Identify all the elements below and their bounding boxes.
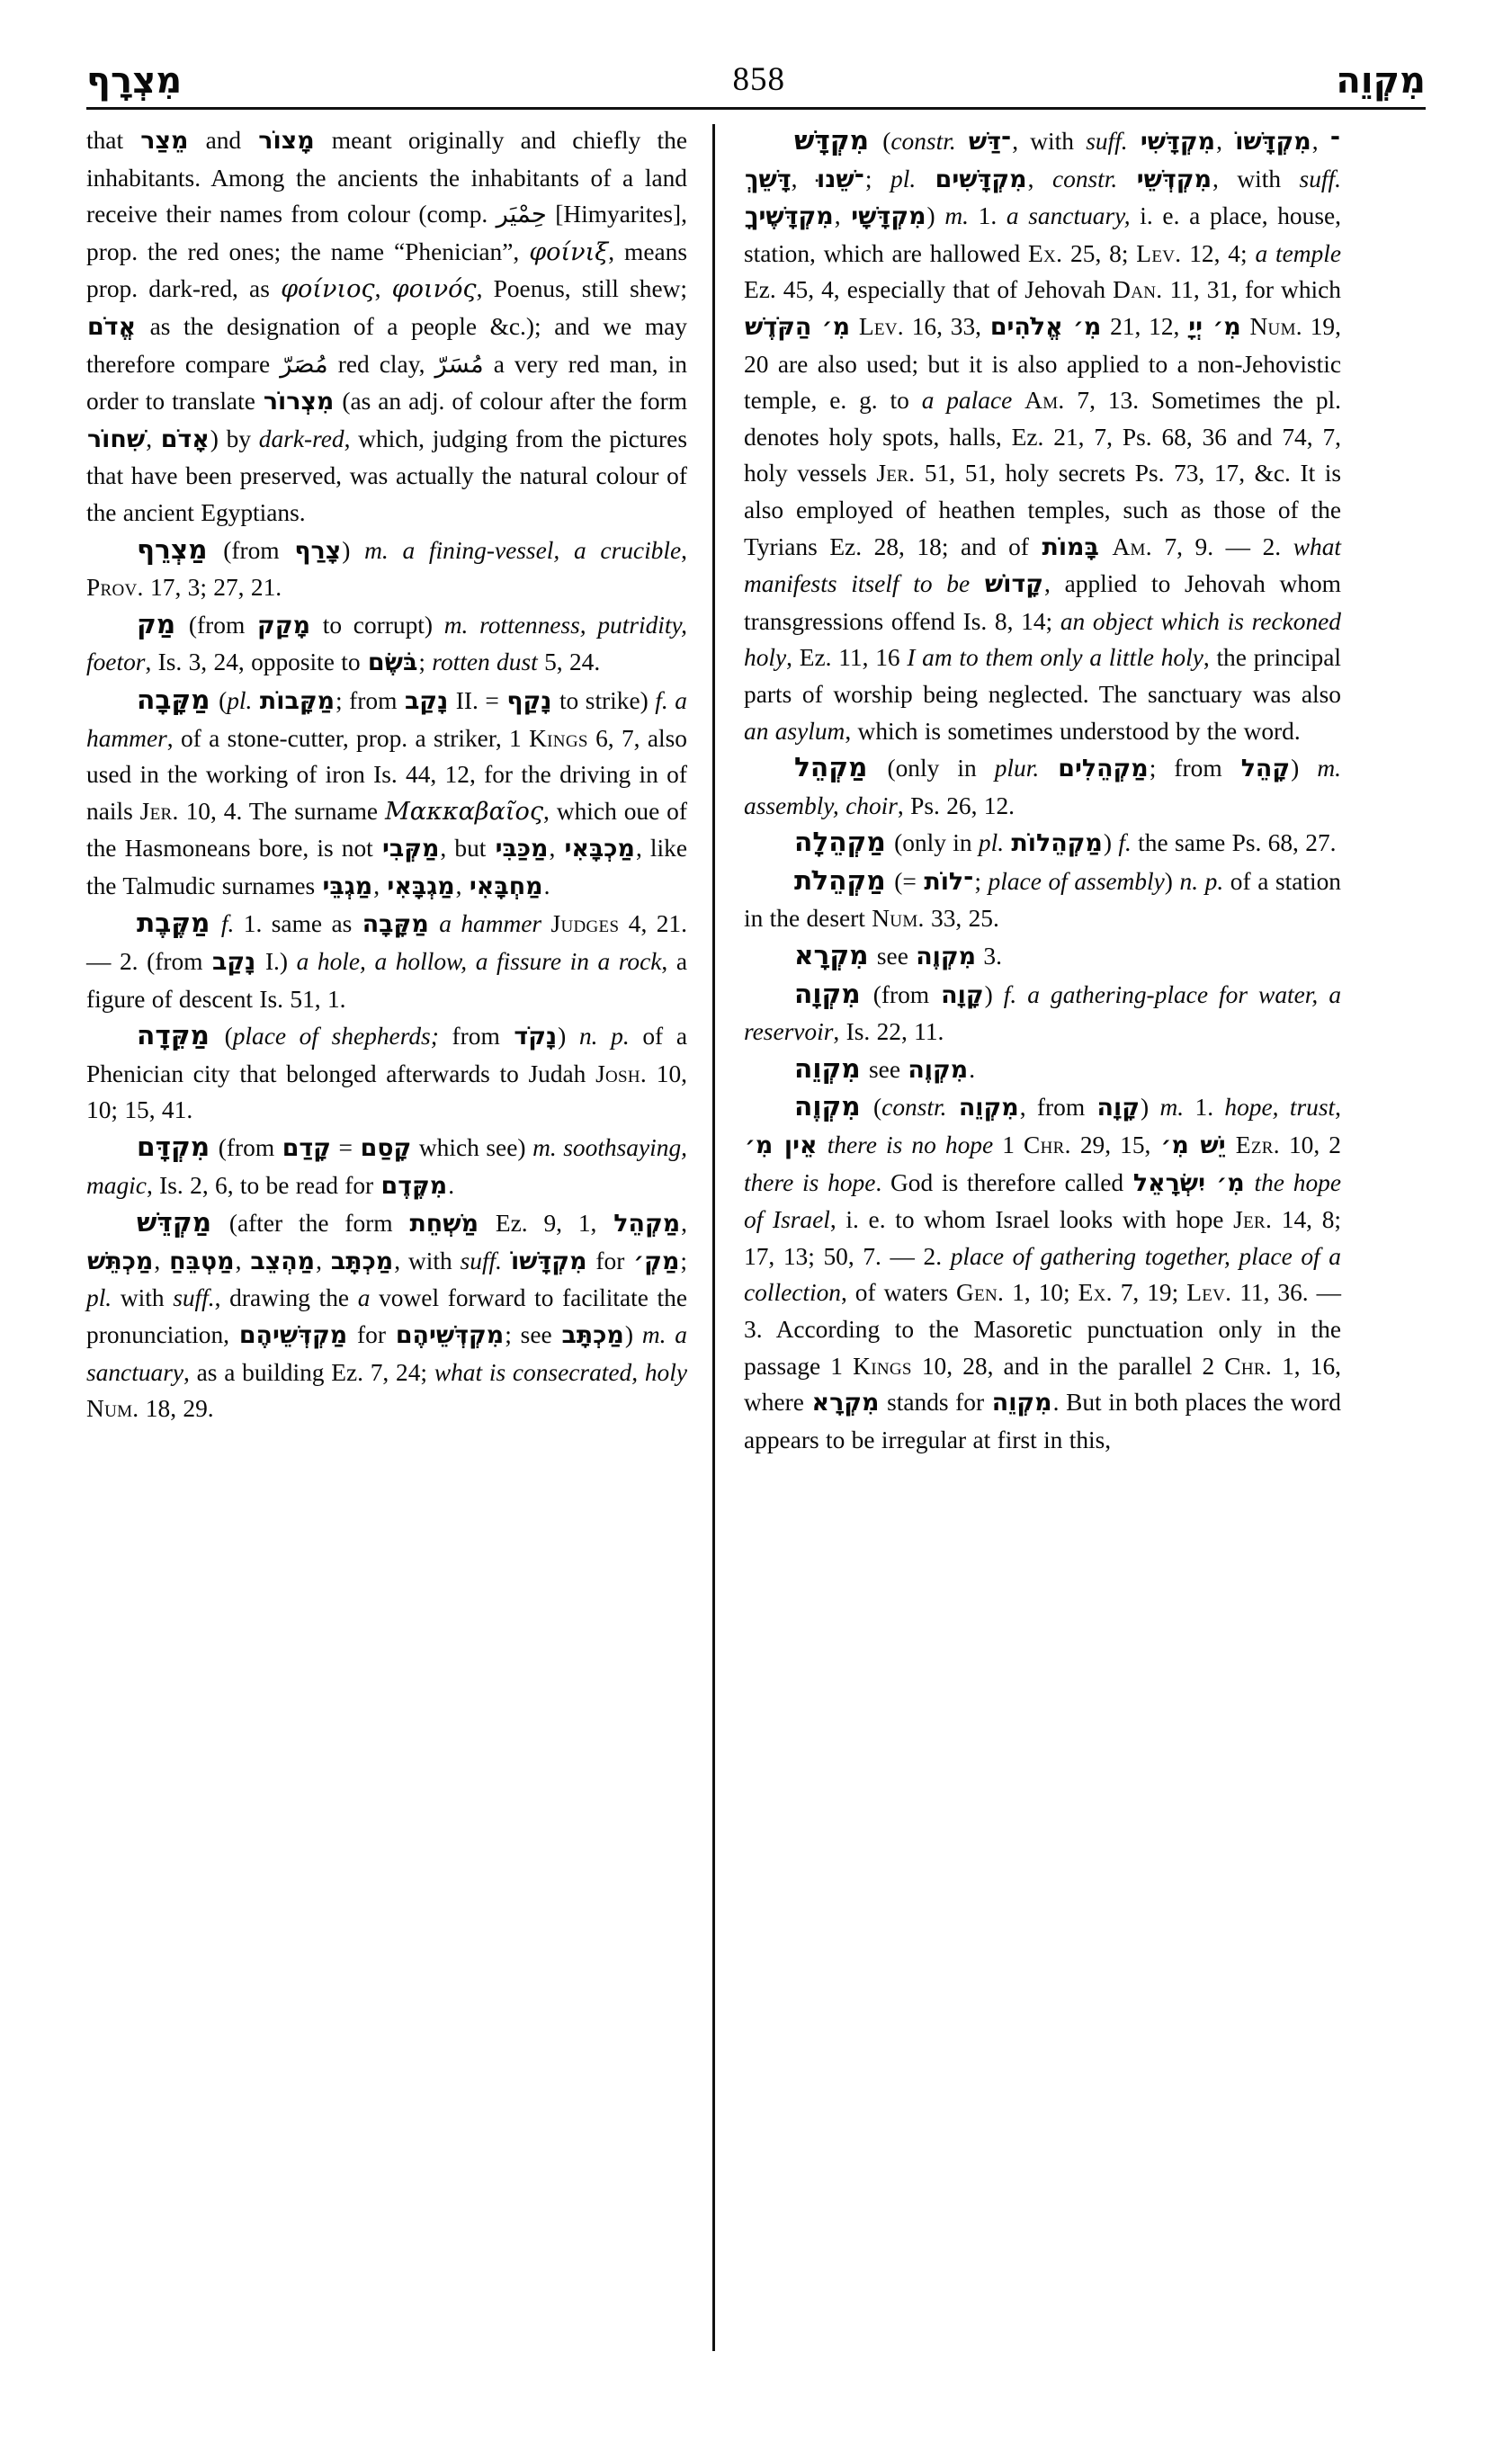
hebrew-word: מִקְוֶה: [908, 1055, 969, 1084]
gloss-italic: place of assembly: [988, 867, 1165, 895]
entry-maqqebeth: מַקֶּבֶת f. 1. same as מַקָּבָה a hammer Judges 4, 21. — 2. (from נָקַב I.) a hole, a hollow, a fissure in a rock, a figure of descent Is. 51, 1.: [86, 908, 688, 1013]
hebrew-word: מַכְתָּב: [330, 1247, 394, 1275]
scripture-reference: Jer.: [139, 797, 179, 825]
header-rule: [86, 107, 1426, 110]
column-left: [86, 122, 707, 2353]
hebrew-word: מִקְוֶה: [916, 943, 977, 971]
hebrew-word: קָהֵל: [1240, 755, 1291, 783]
arabic-word: مُصَرّ: [280, 350, 328, 379]
entry-miqdash: מַקְדֵּשׁ (after the form מַשְׁחֵת Ez. 9, 1, מַקְהֵל, מַכְתֵּשׁ, מַטְבֵּחַ, מַהְצֵב, מַכְתָּב, with suff. מִקְדָּשׁוֹ for מַקְ׳; pl. with suff., drawing the a vowel forward to facilitate the pronunciation, מַקְדְּשֵׁיהֶם for מִקְדְּשֵׁיהֶם; see מַכְתָּב) m. a sanctuary, as a building Ez. 7, 24; what is consecrated, holy Num. 18, 29.: [86, 1207, 688, 1423]
hebrew-word: ־שֵׁנוּ: [817, 165, 864, 193]
hebrew-word: מַקָּבָה: [362, 910, 429, 939]
hebrew-word: מַקְהֵלִים: [1058, 755, 1149, 783]
scripture-reference: Kings: [529, 724, 588, 752]
hebrew-word: מִ׳ יִשְׂרָאֵל: [1132, 1168, 1245, 1197]
gloss-italic: there is no hope: [827, 1131, 994, 1159]
entry-miqdash-main: מִקְדָּשׁ (constr. ־דַּשׁ, with suff. מִקְדָּשִׁי, מִקְדָּשׁוֹ, ־דָּשֵׁךְ, ־שֵׁנוּ; pl. מִקְדָּשִׁים, constr. מִקְדְּשֵׁי, with suff. מִקְדָּשֶׁיךָ, מִקְדָּשָׁי) m. 1. a sanctuary, i. e. a place, house, station, which are hallowed Ex. 25, 8; Lev. 12, 4; a temple Ez. 45, 4, especially that of Jehovah Dan. 11, 31, for which מִ׳ הַקֹּדֶשׁ Lev. 16, 33, מִ׳ אֱלֹהִים 21, 12, מִ׳ יְיָ Num. 19, 20 are also used; but it is also applied to a non-Jehovistic temple, e. g. to a palace Am. 7, 13. Sometimes the pl. denotes holy spots, halls, Ez. 21, 7, Ps. 68, 36 and 74, 7, holy vessels Jer. 51, 51, holy secrets Ps. 73, 17, &c. It is also employed of heathen temples, such as those of the Tyrians Ez. 28, 18; and of בָּמוֹת Am. 7, 9. — 2. what manifests itself to be קָדוֹשׁ, applied to Jehovah whom transgressions offend Is. 8, 14; an object which is reckoned holy, Ez. 11, 16 I am to them only a little holy, the principal parts of worship being neglected. The sanctuary was also an asylum, which is sometimes understood by the word.: [744, 125, 1342, 745]
hebrew-word: מַכַּבִּי: [495, 835, 549, 863]
headword-hebrew: מִקְרָא: [794, 940, 869, 971]
gloss-italic: m. assembly, choir: [744, 755, 1341, 819]
gloss-italic: m.: [1159, 1094, 1185, 1122]
gloss-italic: suff.: [173, 1284, 215, 1312]
hebrew-word: מַכְתֵּשׁ: [87, 1247, 154, 1275]
gloss-italic: a hole, a hollow, a fissure in a rock: [296, 948, 662, 976]
headword-hebrew: מַקֵּדָה: [137, 1020, 210, 1051]
headword-hebrew: מַק: [137, 608, 176, 639]
headword-hebrew: מִקְוֶה: [794, 1091, 861, 1122]
running-head: [86, 40, 1426, 102]
hebrew-word: מַקְ׳: [633, 1247, 680, 1275]
entry-maqheloth: מַקְהֵלֹת (= ־לוֹת; place of assembly) n. p. of a station in the desert Num. 33, 25.: [744, 864, 1341, 933]
hebrew-word: אֱדֹם: [87, 312, 137, 341]
hebrew-word: מִקְרָא: [811, 1389, 880, 1417]
hebrew-word: מִקְוֵה: [958, 1094, 1019, 1122]
gloss-italic: a sanctuary,: [1006, 202, 1131, 230]
scripture-reference: Josh.: [595, 1060, 648, 1087]
greek-word: φοίνιξ: [529, 237, 609, 266]
scripture-reference: Kings: [853, 1352, 912, 1380]
running-head-left: [86, 60, 183, 102]
hebrew-word: מִקְדָּשָׁי: [851, 202, 926, 231]
gloss-italic: a temple: [1255, 239, 1341, 267]
hebrew-word: מַהְצֵב: [250, 1247, 316, 1275]
hebrew-word: מִקְדָּשׁוֹ: [1235, 128, 1311, 156]
catchword-left: מִצְרָף: [86, 60, 183, 102]
headword-hebrew: מִקְוֵה: [794, 1052, 861, 1084]
entry-matsref: מַצְרֵף (from צָרַף) m. a fining-vessel, a crucible, Prov. 17, 3; 27, 21.: [86, 533, 688, 602]
gloss-italic: suff.: [1299, 165, 1341, 192]
hebrew-word: מִקְוֵה: [991, 1389, 1052, 1417]
hebrew-word: נָקֹד: [514, 1023, 558, 1051]
hebrew-word: קָדוֹשׁ: [984, 570, 1043, 599]
gloss-italic: there is hope: [744, 1168, 876, 1196]
gloss-italic: m. rottenness, putridity, foetor: [86, 611, 688, 676]
gloss-italic: pl.: [890, 165, 917, 192]
entry-maqqabah: מַקָּבָה (pl. מַקָּבוֹת; from נָקַב II. = נָקַף to strike) f. a hammer, of a stone-cutter, prop. a striker, 1 Kings 6, 7, also used in the working of iron Is. 44, 12, for the driving in of nails Jer. 10, 4. The surname Μακκαβαῖος, which oue of the Hasmoneans bore, is not מַקְּבִי, but מַכַּבִּי, מַכְבָּאִי, like the Talmudic surnames מַגְבֵּי, מַגְבָּאִי, מַחְבָּאִי.: [86, 684, 688, 900]
entry-miqra-xref: מִקְרָא see מִקְוֶה 3.: [794, 940, 1002, 971]
hebrew-word: מַגְבָּאִי: [387, 872, 455, 900]
hebrew-word: מִקְדָּשִׁי: [1140, 128, 1216, 156]
scripture-reference: Num.: [872, 905, 925, 933]
hebrew-word: ־לוֹת: [924, 867, 974, 896]
hebrew-word: שִׁחוֹר: [87, 425, 146, 453]
hebrew-word: יֵשׁ מִ׳: [1160, 1131, 1226, 1160]
hebrew-word: קָוָה: [941, 980, 984, 1009]
gloss-italic: m.: [944, 202, 969, 230]
scripture-reference: Chr.: [1224, 1352, 1272, 1380]
gloss-italic: an asylum: [744, 717, 845, 745]
hebrew-word: מִקְדָּשִׁים: [935, 165, 1027, 193]
scripture-reference: Lev.: [858, 312, 904, 340]
headword-hebrew: מִקְדָּם: [137, 1131, 210, 1163]
gloss-italic: constr.: [1051, 165, 1118, 192]
scripture-reference: Am.: [1112, 532, 1152, 560]
gloss-italic: place of gathering together, place of a collection: [744, 1242, 1341, 1307]
gloss-italic: pl.: [227, 686, 253, 714]
entry-maqqedah: מַקֵּדָה (place of shepherds; from נָקֹד) n. p. of a Phenician city that belonged afterwards to Judah Josh. 10, 10; 15, 41.: [86, 1020, 688, 1124]
scripture-reference: Lev.: [1186, 1279, 1232, 1307]
headword-hebrew: מַקְהֵל: [794, 752, 868, 783]
hebrew-word: נָקַף: [506, 686, 552, 715]
entry-miqvah: מִקְוָה (from קָוָה) f. a gathering-place for water, a reservoir, Is. 22, 11.: [744, 978, 1342, 1046]
hebrew-word: מַחְבָּאִי: [469, 872, 543, 900]
hebrew-word: מַשְׁחֵת: [409, 1210, 479, 1238]
gloss-italic: the hope of Israel: [744, 1168, 1341, 1234]
hebrew-word: מָצוֹר: [258, 127, 315, 155]
headword-hebrew: מַקָּבָה: [137, 684, 210, 715]
gloss-italic: what manifests itself to be: [744, 532, 1342, 598]
entry-maqhelah: מַקְהֵלָה (only in pl. מַקְהֵלוֹת) f. the same Ps. 68, 27.: [794, 827, 1337, 858]
gloss-italic: a palace: [921, 387, 1013, 415]
scripture-reference: Chr.: [1024, 1131, 1071, 1159]
text-body: [86, 122, 1426, 2353]
gloss-italic: m. a fining-vessel, a crucible: [364, 536, 682, 564]
greek-word: φοινός: [391, 275, 477, 304]
scripture-reference: Judges: [550, 910, 620, 938]
gloss-italic: place of shepherds;: [232, 1023, 439, 1051]
hebrew-word: מִצְרוֹר: [263, 388, 335, 416]
gloss-italic: f. a gathering-place for water, a reservoir: [744, 980, 1342, 1046]
continuation-mitsrof: that מֵצַר and מָצוֹר meant originally and chiefly the inhabitants. Among the ancients the inhabitants of a land receive their names from colour (comp. حِمْيَر [Himyarites], prop. the red ones; the name “Phenician”, φοίνιξ, means prop. dark-red, as φοίνιος, φοινός, Poenus, still shew; אֱדֹם as the designation of a people &c.); and we may therefore compare مُصَرّ red clay, مُسَرّ a very red man, in order to translate מִצְרוֹר (as an adj. of colour after the form שִׁחוֹר, אָדֹם) by dark-red, which, judging from the pictures that have been preserved, was actually the natural colour of the ancient Egyptians.: [86, 127, 688, 526]
scripture-reference: Am.: [1024, 387, 1065, 415]
hebrew-word: ־דַּשׁ: [968, 128, 1012, 156]
scripture-reference: Gen.: [956, 1279, 1005, 1307]
hebrew-word: מִקְדָּשׁוֹ: [510, 1247, 587, 1275]
headword-hebrew: מַקְדֵּשׁ: [137, 1207, 212, 1238]
hebrew-word: ־דָּשֵׁךְ: [745, 128, 1340, 193]
hebrew-word: מַקְּבִי: [381, 835, 440, 863]
scripture-reference: Jer.: [876, 460, 916, 487]
hebrew-word: מִ׳ יְיָ: [1188, 312, 1241, 341]
hebrew-word: אֵין מִ׳: [745, 1131, 818, 1160]
scripture-reference: Prov.: [86, 574, 144, 602]
hebrew-word: מִקְדְּשֵׁיהֶם: [395, 1321, 505, 1349]
hebrew-word: מַטְבֵּחַ: [169, 1247, 235, 1275]
hebrew-word: מַקְדְּשֵׁיהֶם: [238, 1321, 348, 1349]
hebrew-word: בֹּשֶׂם: [367, 648, 418, 677]
scripture-reference: Ex.: [1028, 239, 1063, 267]
scripture-reference: Jer.: [1233, 1206, 1273, 1234]
arabic-word: مُسَرّ: [434, 350, 484, 379]
headword-hebrew: מַקְהֵלֹת: [794, 864, 886, 896]
gloss-italic: a: [357, 1284, 371, 1312]
scripture-reference: Num.: [1249, 312, 1302, 340]
gloss-italic: n. p.: [1179, 867, 1224, 895]
hebrew-word: נָקַב: [404, 686, 449, 715]
hebrew-word: קָסַם: [360, 1134, 412, 1163]
gloss-italic: f. a hammer: [86, 686, 687, 752]
hebrew-word: בָּמוֹת: [1042, 532, 1099, 561]
gloss-italic: n. p.: [578, 1023, 630, 1051]
hebrew-word: מַקְהֵל: [613, 1210, 681, 1238]
hebrew-word: אָדֹם: [160, 425, 210, 453]
column-divider: [712, 124, 715, 2351]
gloss-italic: m. soothsaying, magic: [86, 1134, 687, 1199]
entry-miqveh-xref: מִקְוֵה see מִקְוֶה.: [794, 1052, 976, 1084]
entry-maq: מַק (from מָקַק to corrupt) m. rottenness, putridity, foetor, Is. 3, 24, opposite to בֹּשֶׂם; rotten dust 5, 24.: [86, 608, 688, 677]
hebrew-word: נָקַב: [212, 948, 256, 977]
page-number: 858: [732, 61, 786, 98]
gloss-italic: dark-red: [258, 425, 344, 452]
running-head-right: [1336, 60, 1426, 102]
headword-hebrew: מַצְרֵף: [137, 533, 208, 565]
hebrew-word: מִקְדָּשֶׁיךָ: [745, 202, 834, 231]
hebrew-word: מִ׳ הַקֹּדֶשׁ: [745, 312, 850, 341]
entry-miqveh: מִקְוֶה (constr. מִקְוֵה, from קָוָה) m. 1. hope, trust, אֵין מִ׳ there is no hope 1 Chr. 29, 15, יֵשׁ מִ׳ Ezr. 10, 2 there is hope. God is therefore called מִ׳ יִשְׂרָאֵל the hope of Israel, i. e. to whom Israel looks with hope Jer. 14, 8; 17, 13; 50, 7. — 2. place of gathering together, place of a collection, of waters Gen. 1, 10; Ex. 7, 19; Lev. 11, 36. — 3. According to the Masoretic punctuation only in the passage 1 Kings 10, 28, and in the parallel 2 Chr. 1, 16, where מִקְרָא stands for מִקְוֵה. But in both places the word appears to be irregular at first in this,: [744, 1091, 1342, 1453]
gloss-italic: pl.: [978, 829, 1005, 857]
greek-word: φοίνιος: [281, 275, 375, 304]
headword-hebrew: מַקְהֵלָה: [794, 827, 886, 858]
entry-maqhel: מַקְהֵל (only in plur. מַקְהֵלִים; from קָהֵל) m. assembly, choir, Ps. 26, 12.: [744, 752, 1341, 819]
scripture-reference: Lev.: [1136, 239, 1182, 267]
hebrew-word: מַקְהֵלוֹת: [1011, 829, 1103, 858]
gloss-italic: I am to them only a little holy: [907, 644, 1203, 672]
hebrew-word: מַקָּבוֹת: [259, 686, 336, 715]
gloss-italic: suff.: [1086, 128, 1128, 155]
scripture-reference: Ezr.: [1235, 1131, 1280, 1159]
gloss-italic: m. a sanctuary: [86, 1321, 687, 1386]
gloss-italic: suff.: [460, 1247, 503, 1274]
gloss-italic: a hammer: [439, 910, 542, 938]
hebrew-word: מִקְדְּשֵׁי: [1136, 165, 1212, 193]
gloss-italic: rotten dust: [432, 648, 538, 676]
hebrew-word: צָרַף: [294, 536, 342, 565]
arabic-word: حِمْيَر: [496, 201, 547, 229]
hebrew-word: קָוָה: [1096, 1094, 1140, 1122]
hebrew-word: מָקַק: [257, 611, 311, 639]
hebrew-word: קָדַם: [282, 1134, 331, 1163]
scripture-reference: Num.: [86, 1395, 139, 1423]
scripture-reference: Ex.: [1078, 1279, 1113, 1307]
gloss-italic: f.: [1118, 829, 1132, 857]
headword-hebrew: מַקֶּבֶת: [137, 908, 210, 939]
gloss-italic: an object which is reckoned holy: [744, 607, 1341, 672]
hebrew-word: מַכְבָּאִי: [564, 835, 635, 863]
gloss-italic: what is consecrated, holy: [434, 1358, 687, 1386]
hebrew-word: מֵצַר: [140, 127, 189, 155]
greek-word: Μακκαβαῖος: [385, 797, 544, 826]
gloss-italic: constr.: [890, 128, 956, 155]
headword-hebrew: מִקְדָּשׁ: [794, 125, 870, 156]
hebrew-word: מַכְתָּב: [561, 1321, 624, 1349]
entry-miqdam: מִקְדָּם (from קָדַם = קָסַם which see) m. soothsaying, magic, Is. 2, 6, to be read for מִקֶּדֶם.: [86, 1131, 687, 1200]
scripture-reference: Dan.: [1113, 276, 1163, 304]
running-head-center: [182, 60, 1336, 99]
hebrew-word: מַגְבֵּי: [322, 872, 373, 900]
headword-hebrew: מִקְוָה: [794, 978, 861, 1009]
column-right: [720, 122, 1341, 2353]
gloss-italic: plur.: [994, 755, 1040, 782]
gloss-italic: hope, trust: [1224, 1094, 1336, 1122]
gloss-italic: f.: [220, 910, 235, 938]
hebrew-word: מִ׳ אֱלֹהִים: [989, 312, 1102, 341]
gloss-italic: pl.: [86, 1284, 112, 1312]
gloss-italic: constr.: [881, 1094, 947, 1122]
hebrew-word: מִקֶּדֶם: [380, 1171, 448, 1200]
catchword-right: מִקְוֵה: [1336, 60, 1426, 102]
